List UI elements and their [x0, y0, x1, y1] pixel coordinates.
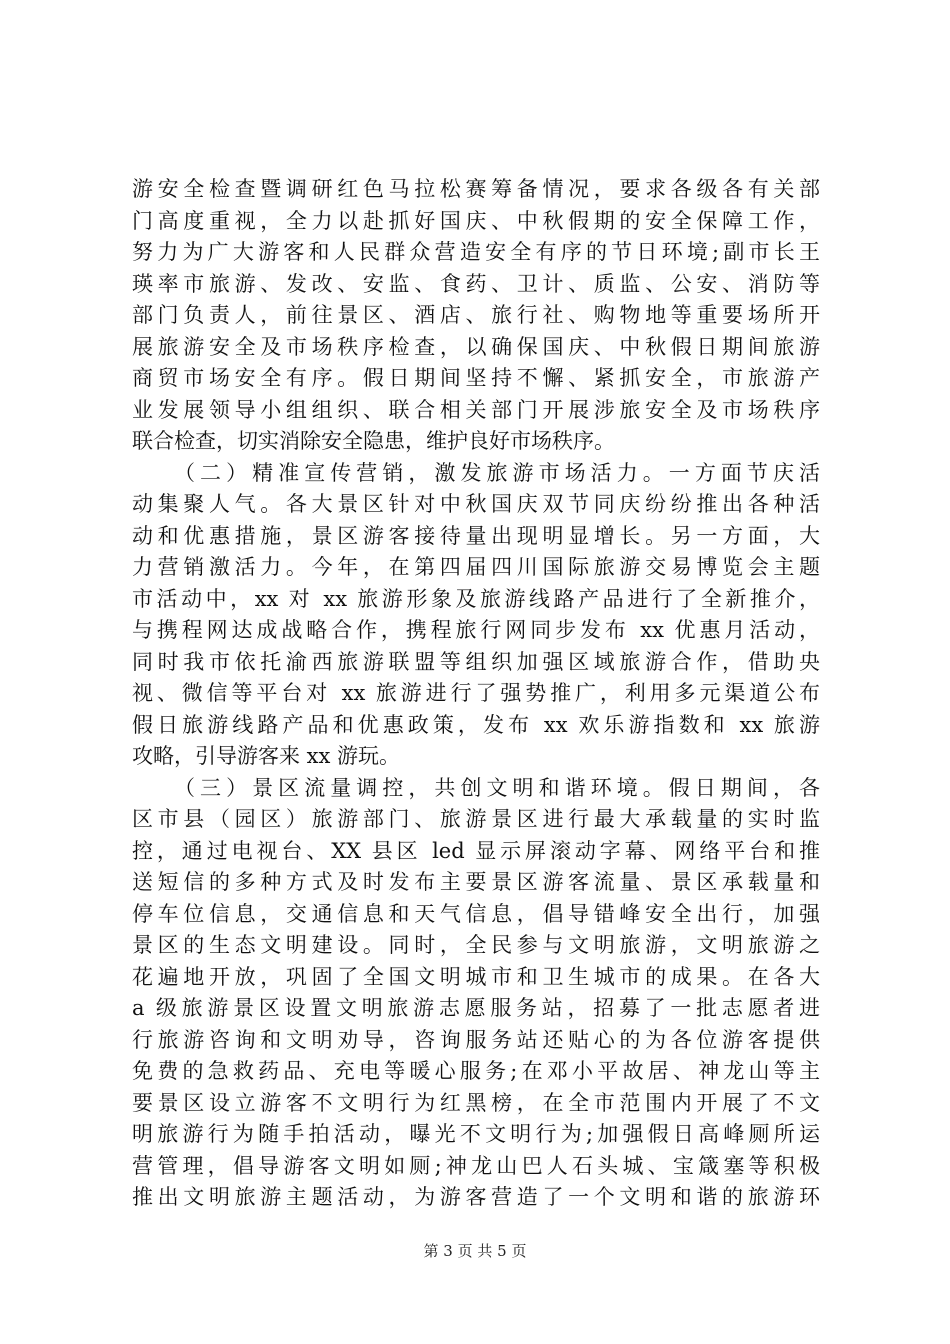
text-line: 瑛率市旅游、发改、安监、食药、卫计、质监、公安、消防等	[132, 271, 820, 296]
text-line: 行旅游咨询和文明劝导，咨询服务站还贴心的为各位游客提供	[132, 1027, 820, 1052]
text-line: 攻略，引导游客来 xx 游玩。	[132, 744, 401, 768]
text-line: 停车位信息，交通信息和天气信息，倡导错峰安全出行，加强	[132, 901, 820, 926]
text-line: 要景区设立游客不文明行为红黑榜，在全市范围内开展了不文	[132, 1090, 820, 1115]
text-line: 送短信的多种方式及时发布主要景区游客流量、景区承载量和	[132, 870, 820, 894]
text-line: 营管理，倡导游客文明如厕;神龙山巴人石头城、宝箴塞等积极	[132, 1153, 820, 1178]
paragraph-2	[132, 458, 820, 773]
text-line: a 级旅游景区设置文明旅游志愿服务站，招募了一批志愿者进	[132, 996, 820, 1020]
text-line: 力营销激活力。今年，在第四届四川国际旅游交易博览会主题	[132, 555, 820, 579]
page-number-footer: 第 3 页 共 5 页	[423, 1242, 527, 1260]
text-line: （二）精准宣传营销，激发旅游市场活力。一方面节庆活	[174, 460, 820, 485]
text-line: 联合检查，切实消除安全隐患，维护良好市场秩序。	[132, 429, 615, 453]
text-line: 商贸市场安全有序。假日期间坚持不懈、紧抓安全，市旅游产	[132, 366, 820, 390]
text-line: 免费的急救药品、充电等暖心服务;在邓小平故居、神龙山等主	[132, 1059, 820, 1083]
text-line: 假日旅游线路产品和优惠政策，发布 xx 欢乐游指数和 xx 旅游	[132, 712, 820, 737]
text-line: 与携程网达成战略合作，携程旅行网同步发布 xx 优惠月活动，	[132, 618, 820, 642]
text-line: 视、微信等平台对 xx 旅游进行了强势推广，利用多元渠道公布	[132, 681, 820, 705]
text-line: 景区的生态文明建设。同时，全民参与文明旅游，文明旅游之	[132, 933, 820, 957]
text-line: 展旅游安全及市场秩序检查，以确保国庆、中秋假日期间旅游	[132, 334, 820, 359]
document-body	[132, 174, 820, 1214]
text-line: 努力为广大游客和人民群众营造安全有序的节日环境;副市长王	[132, 240, 820, 264]
text-line: 部门负责人，前往景区、酒店、旅行社、购物地等重要场所开	[132, 303, 820, 327]
text-line: （三）景区流量调控，共创文明和谐环境。假日期间，各	[174, 775, 820, 800]
text-line: 推出文明旅游主题活动，为游客营造了一个文明和谐的旅游环	[132, 1185, 820, 1209]
text-line: 市活动中，xx 对 xx 旅游形象及旅游线路产品进行了全新推介，	[132, 586, 820, 611]
paragraph-1	[132, 174, 820, 458]
text-line: 业发展领导小组组织、联合相关部门开展涉旅安全及市场秩序	[132, 397, 820, 422]
text-line: 游安全检查暨调研红色马拉松赛筹备情况，要求各级各有关部	[132, 177, 820, 201]
text-line: 明旅游行为随手拍活动，曝光不文明行为;加强假日高峰厕所运	[132, 1122, 820, 1146]
text-line: 花遍地开放，巩固了全国文明城市和卫生城市的成果。在各大	[132, 964, 820, 989]
paragraph-3	[132, 773, 820, 1214]
text-line: 门高度重视，全力以赴抓好国庆、中秋假期的安全保障工作，	[132, 208, 820, 233]
text-line: 区市县（园区）旅游部门、旅游景区进行最大承载量的实时监	[132, 807, 820, 831]
text-line: 动和优惠措施，景区游客接待量出现明显增长。另一方面，大	[132, 523, 820, 548]
text-line: 控，通过电视台、XX 县区 led 显示屏滚动字幕、网络平台和推	[132, 838, 820, 863]
text-line: 同时我市依托渝西旅游联盟等组织加强区域旅游合作，借助央	[132, 649, 820, 674]
text-line: 动集聚人气。各大景区针对中秋国庆双节同庆纷纷推出各种活	[132, 492, 820, 516]
